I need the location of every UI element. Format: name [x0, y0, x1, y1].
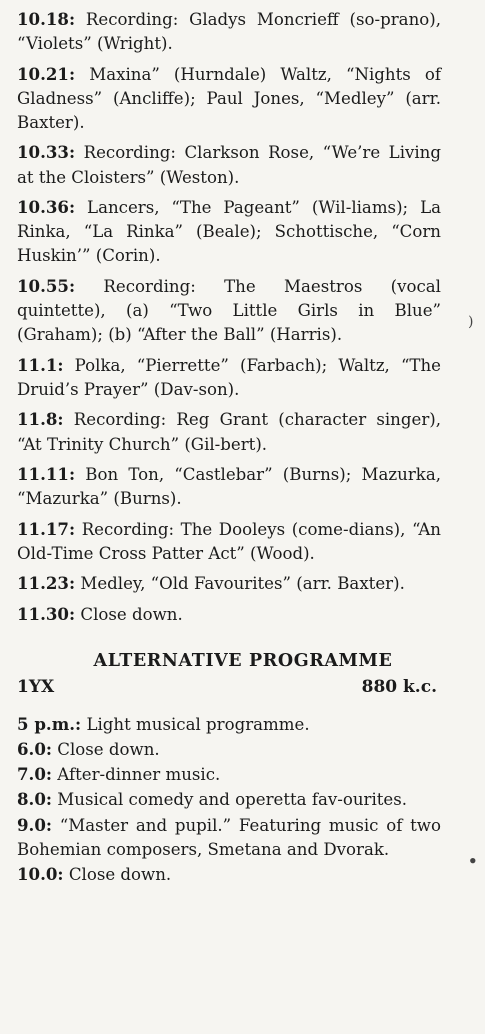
programme-entry	[17, 274, 441, 347]
margin-mark: )	[468, 314, 474, 330]
entry-time: 10.36:	[17, 197, 76, 218]
entry-time: 11.17:	[17, 518, 76, 539]
entry-time: 10.18:	[17, 9, 76, 29]
entry-text: “Master and pupil.” Featuring music of two Bohemian composers, Smetana and Dvorak.	[17, 815, 441, 859]
programme-entry	[17, 517, 441, 566]
programme-entry	[17, 712, 441, 737]
entry-text: Polka, “Pierrette” (Farbach); Waltz, “The Druid’s Prayer” (Dav-son).	[17, 355, 441, 399]
entry-time: 9.0:	[17, 814, 52, 835]
entry-time: 10.55:	[17, 275, 76, 296]
entry-time: 10.0:	[17, 863, 64, 884]
station-call-sign: 1YX	[17, 677, 55, 698]
programme-entry	[17, 353, 441, 402]
entry-text: Close down.	[80, 605, 183, 625]
entry-text: Maxina” (Hurndale) Waltz, “Nights of Gladness” (Ancliffe); Paul Jones, “Medley” (arr. Baxter).	[17, 64, 442, 132]
entry-text: Close down.	[68, 864, 172, 884]
programme-entry	[17, 407, 441, 456]
programme-entry	[17, 140, 441, 189]
programme-entry	[17, 737, 441, 762]
programme-entry	[17, 862, 441, 887]
programme-entry	[17, 462, 441, 511]
entry-time: 10.21:	[17, 63, 76, 84]
station-line	[17, 675, 441, 699]
entry-text: Lancers, “The Pageant” (Wil-liams); La Rinka, “La Rinka” (Beale); Schottische, “Corn Huskin’” (Corin).	[17, 198, 441, 266]
entry-text: Recording: Reg Grant (character singer), “At Trinity Church” (Gil-bert).	[17, 410, 441, 454]
entry-text: Medley, “Old Favourites” (arr. Baxter).	[80, 574, 405, 594]
programme-entry	[17, 62, 441, 135]
programme-entry	[17, 813, 441, 862]
entry-time: 11.30:	[17, 604, 76, 625]
entry-time: 6.0:	[17, 739, 52, 760]
entry-time: 8.0:	[17, 789, 52, 810]
entry-text: Light musical programme.	[86, 715, 310, 735]
programme-column	[17, 7, 441, 887]
programme-entry	[17, 787, 441, 812]
programme-entry	[17, 571, 441, 596]
entry-text: After-dinner music.	[57, 765, 221, 785]
alternative-programme-list	[17, 712, 441, 887]
ink-speck: •	[468, 852, 478, 870]
entry-text: Recording: The Maestros (vocal quintette), (a) “Two Little Girls in Blue” (Graham); (b) “After the Ball” (Harris).	[17, 276, 441, 345]
entry-text: Recording: The Dooleys (come-dians), “An Old-Time Cross Patter Act” (Wood).	[17, 519, 441, 563]
entry-time: 11.23:	[17, 573, 76, 594]
entry-text: Bon Ton, “Castlebar” (Burns); Mazurka, “Mazurka” (Burns).	[17, 465, 441, 509]
entry-text: Recording: Clarkson Rose, “We’re Living at the Cloisters” (Weston).	[17, 143, 441, 187]
entry-time: 11.11:	[17, 464, 76, 485]
entry-time: 11.8:	[17, 409, 64, 430]
entry-time: 5 p.m.:	[17, 714, 82, 735]
programme-entry	[17, 7, 441, 56]
entry-text: Recording: Gladys Moncrieff (so-prano), “Violets” (Wright).	[17, 10, 441, 54]
programme-entry	[17, 195, 441, 268]
entry-text: Close down.	[57, 740, 160, 760]
programme-entry	[17, 602, 441, 627]
entry-time: 11.1:	[17, 354, 64, 375]
entry-time: 7.0:	[17, 764, 52, 785]
programme-entry	[17, 762, 441, 787]
entry-text: Musical comedy and operetta fav-ourites.	[57, 790, 408, 810]
entry-time: 10.33:	[17, 142, 76, 163]
station-frequency: 880 k.c.	[361, 677, 437, 698]
section-heading: ALTERNATIVE PROGRAMME	[93, 651, 393, 672]
